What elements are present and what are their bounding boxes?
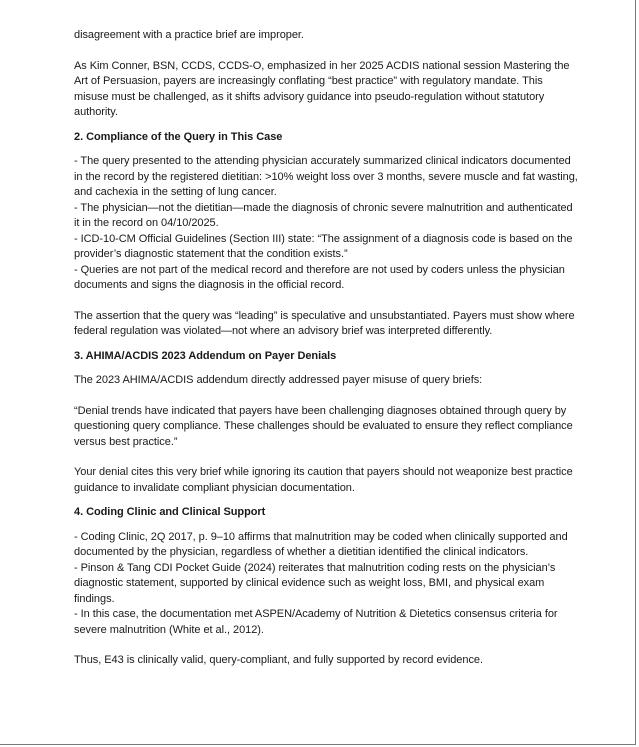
bullet-coding-clinic: - Coding Clinic, 2Q 2017, p. 9–10 affirms that malnutrition may be coded when clinically supported and documented by the physician, regardless of whether a dietitian identified the clinical indicators. (74, 530, 568, 558)
section-3-heading: 3. AHIMA/ACDIS 2023 Addendum on Payer Denials (74, 349, 337, 362)
section-3-closing: Your denial cites this very brief while ignoring its caution that payers should not weaponize best practice guidance to invalidate compliant physician documentation. (74, 466, 573, 494)
conner-paragraph: As Kim Conner, BSN, CCDS, CCDS-O, emphasized in her 2025 ACDIS national session Mastering the Art of Persuasion, payers are increasingly conflating “best practice” with regulatory mandate. This misuse must be challenged, as it shifts advisory guidance into pseudo-regulation without statutory authority. (74, 59, 570, 118)
section-4-closing: Thus, E43 is clinically valid, query-compliant, and fully supported by record evidence. (74, 654, 483, 666)
bullet-aspen-criteria: - In this case, the documentation met ASPEN/Academy of Nutrition & Dietetics consensus criteria for severe malnutrition (White et al., 2012). (74, 608, 558, 636)
bullet-query-summary: - The query presented to the attending physician accurately summarized clinical indicators documented in the record by the registered dietitian: >10% weight loss over 3 months, severe muscle and fat wasting, and cachexia in the setting of lung cancer. (74, 155, 578, 198)
bullet-physician-diagnosis: - The physician—not the dietitian—made the diagnosis of chronic severe malnutrition and authenticated it in the record on 04/10/2025. (74, 201, 573, 229)
bullet-pinson-tang: - Pinson & Tang CDI Pocket Guide (2024) reiterates that malnutrition coding rests on the physician’s diagnostic statement, supported by clinical evidence such as weight loss, BMI, and physical exam findings. (74, 561, 556, 605)
section-4-heading: 4. Coding Clinic and Clinical Support (74, 506, 266, 518)
section-2-heading: 2. Compliance of the Query in This Case (74, 130, 283, 143)
section-3-quote: “Denial trends have indicated that payers have been challenging diagnoses obtained through query by questioning query compliance. These challenges should be evaluated to ensure they reflect compliance versus best practice.” (74, 404, 573, 448)
document-body (74, 28, 580, 669)
intro-tail-paragraph: disagreement with a practice brief are improper. (74, 29, 304, 41)
section-2-closing: The assertion that the query was “leading” is speculative and unsubstantiated. Payers must show where federal regulation was violated—not where an advisory brief was interpreted differently. (74, 309, 575, 337)
section-4-bullets (74, 530, 580, 639)
bullet-icd10-guideline: - ICD-10-CM Official Guidelines (Section III) state: “The assignment of a diagnosis code is based on the provider’s diagnostic statement that the condition exists.” (74, 232, 573, 260)
section-3-lead: The 2023 AHIMA/ACDIS addendum directly addressed payer misuse of query briefs: (74, 374, 483, 386)
section-2-bullets (74, 154, 580, 294)
bullet-queries-not-record: - Queries are not part of the medical record and therefore are not used by coders unless the physician documents and signs the diagnosis in the official record. (74, 263, 565, 291)
